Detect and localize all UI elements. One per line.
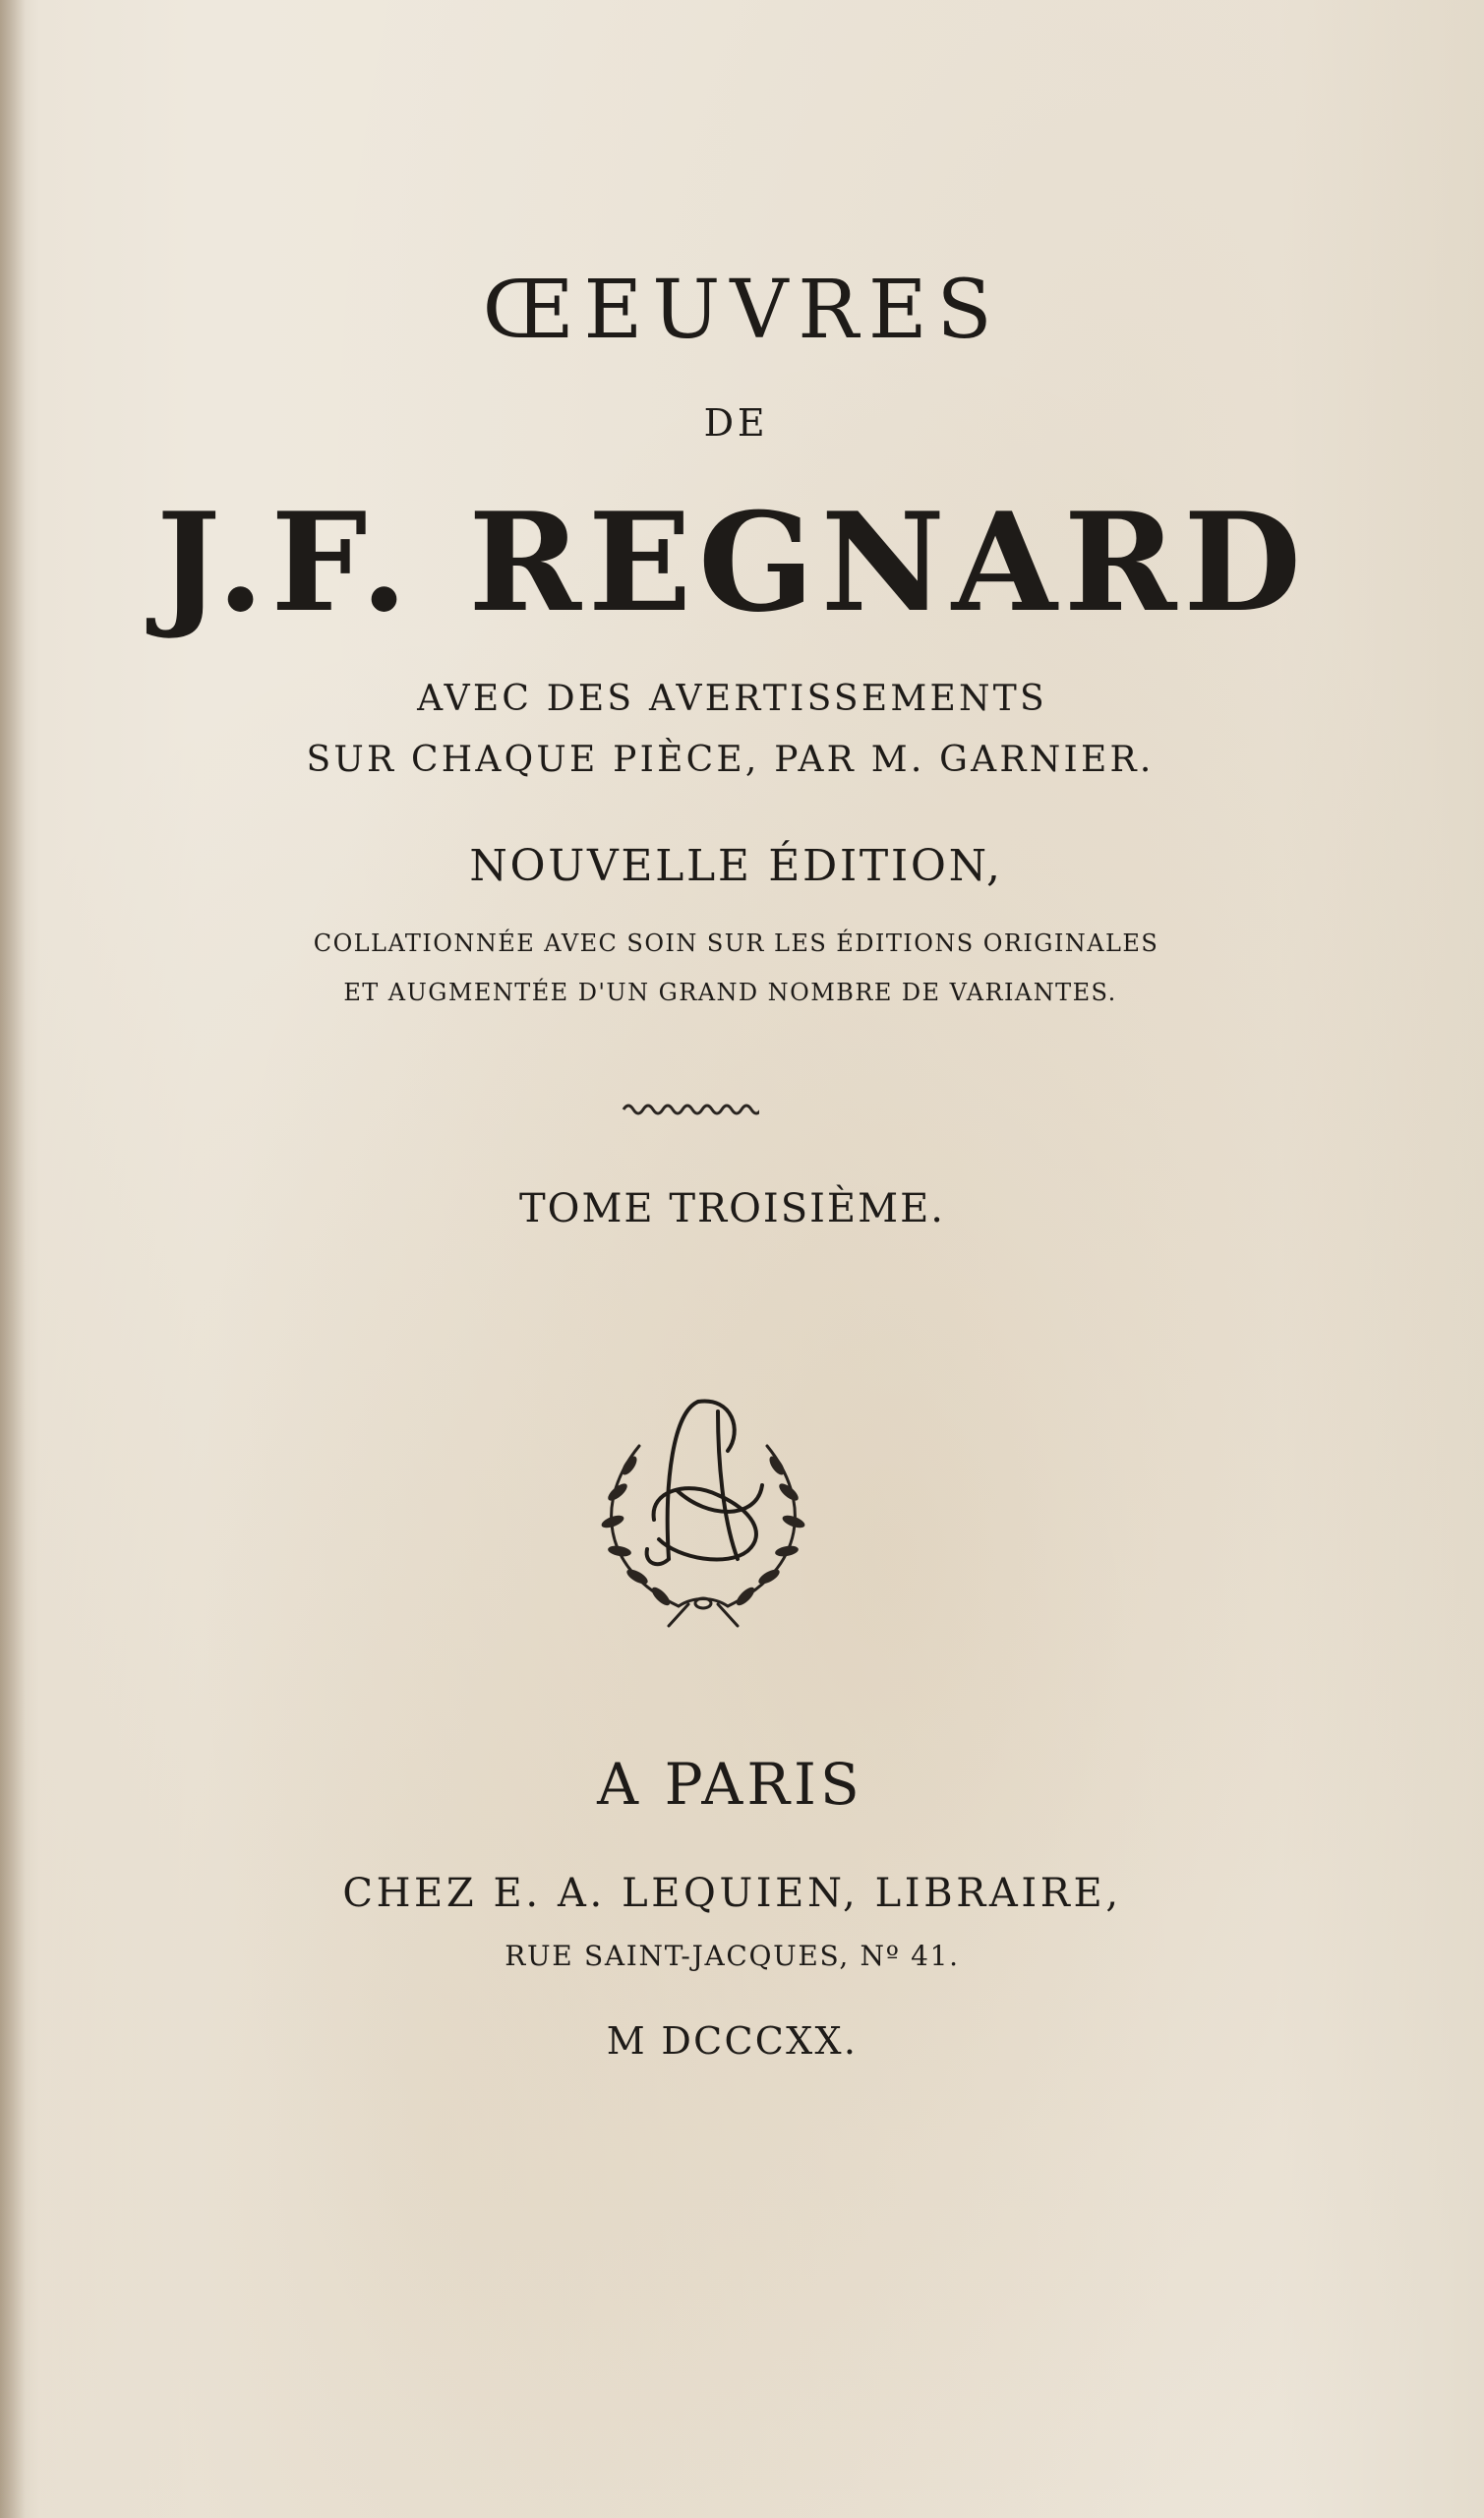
volume-label: TOME TROISIÈME. (518, 1186, 945, 1231)
monogram-laurel-wreath-icon (570, 1372, 836, 1638)
imprint-year: M DCCCXX. (606, 2019, 859, 2063)
imprint-address: RUE SAINT-JACQUES, Nº 41. (505, 1940, 960, 1972)
edition-note-line-2: ET AUGMENTÉE D'UN GRAND NOMBRE DE VARIANTES. (343, 979, 1117, 1006)
binding-shadow (0, 0, 26, 2518)
imprint-city: A PARIS (597, 1751, 863, 1818)
edition-note-line-1: COLLATIONNÉE AVEC SOIN SUR LES ÉDITIONS ORIGINALES (313, 929, 1159, 957)
imprint-publisher: CHEZ E. A. LEQUIEN, LIBRAIRE, (342, 1871, 1122, 1916)
subtitle-line-1: AVEC DES AVERTISSEMENTS (417, 679, 1047, 719)
subtitle-line-2: SUR CHAQUE PIÈCE, PAR M. GARNIER. (306, 740, 1155, 780)
edition-statement: NOUVELLE ÉDITION, (469, 841, 1003, 891)
wavy-rule-ornament (622, 1100, 759, 1115)
preposition: DE (703, 401, 769, 445)
work-title: ŒEUVRES (482, 264, 1002, 357)
author-name: J.F. REGNARD (156, 482, 1308, 642)
